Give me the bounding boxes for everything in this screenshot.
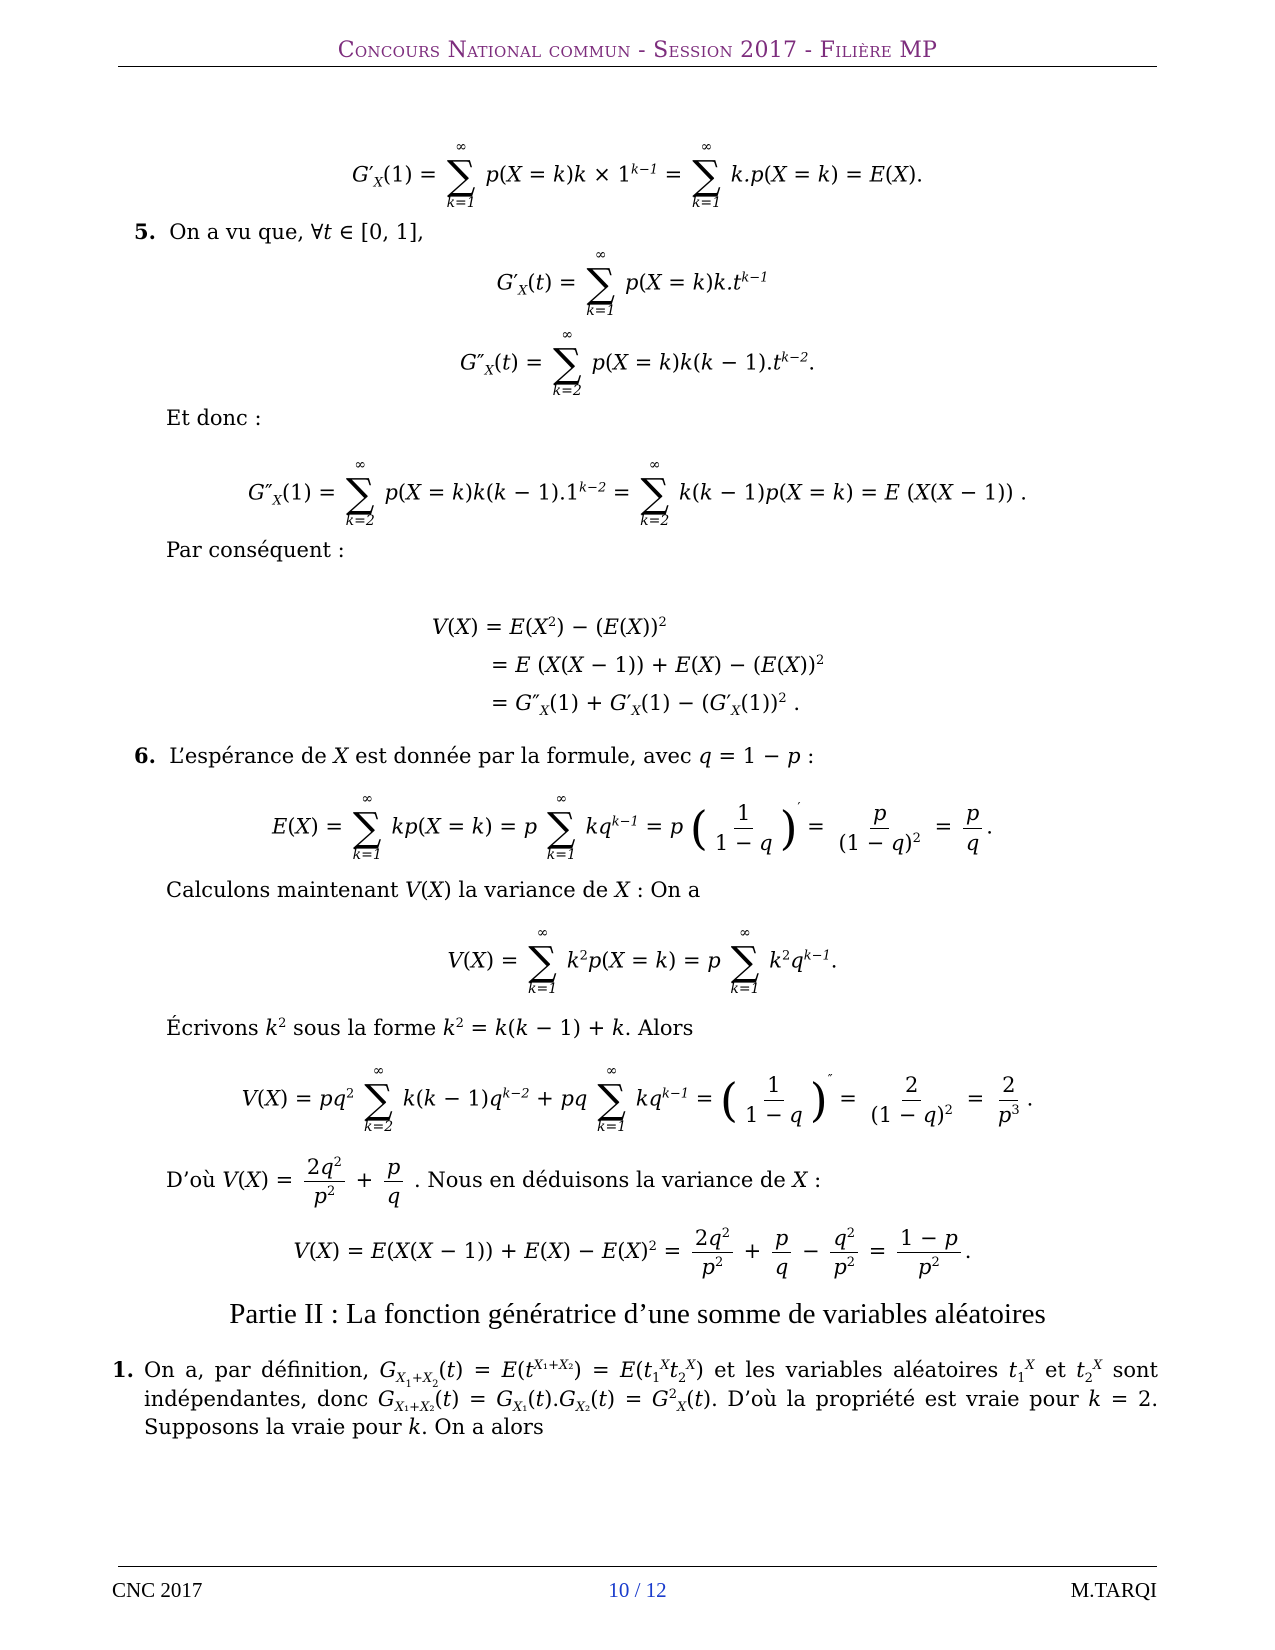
page-number[interactable]: 10 / 12	[608, 1578, 667, 1602]
equation-variance-expanded: $V(X) = pq^2$ ∞ ∑ k=2 $k(k - 1)q^{k-2}$ + pq ∞ ∑ k=1 $kq^{k-1}$ = ( $\frac{1}{1 - q}$ )″ = $\frac{2}{(1 - q)^2}$ = $\frac{2}{p^3}$ .	[241, 1063, 1034, 1135]
equation-expectation: E(X) = ∞ ∑ k=1 kp(X = k) = p ∞ ∑ k=1 $kq^{k-1} = p$ ( $\frac{1}{1 - q}$ )′ = $\frac{p}{(1 - q)^2}$ = $\frac{p}{q}$ .	[272, 791, 993, 863]
question-6: 6. L’espérance de X est donnée par la formule, avec q = 1 − p :	[134, 743, 815, 768]
footer-left: CNC 2017	[112, 1578, 203, 1602]
equation-variance-final: $V(X) = E(X(X - 1)) + E(X) - E(X)^2$ = $\frac{2q^2}{p^2}$ + $\frac{p}{q}$ − $\frac{q^2}{p^2}$ = $\frac{1 - p}{p^2}$ .	[293, 1226, 972, 1280]
donc-variance: D’où V(X) = $\frac{2q^2}{p^2}$ + $\frac{p}{q}$ . Nous en déduisons la variance de X :	[166, 1154, 822, 1208]
equation-gx-second-1: $G''_X(1)$ = ∞ ∑ k=2 $p(X = k)k(k - 1).1^{k-2}$ = ∞ ∑ k=2 k(k − 1)p(X = k) = E (X(X − 1)) .	[248, 457, 1027, 529]
part2-question-number: 1.	[112, 1357, 134, 1382]
equation-gx-prime-t: $G'_X(t)$ = ∞ ∑ k=1 $p(X = k)k.t^{k-1}$	[496, 247, 769, 319]
footer-rule	[118, 1566, 1157, 1567]
equation-variance-sum: V(X) = ∞ ∑ k=1 $k^2p(X = k) = p$ ∞ ∑ k=1 $k^2q^{k-1}$.	[447, 925, 838, 997]
conclusion-et-donc: Et donc :	[166, 406, 262, 430]
header-rule	[118, 66, 1157, 67]
equation-gx-prime-1: $G'_X(1)$ = ∞ ∑ k=1 $p(X = k)k \times 1^{k-1}$ = ∞ ∑ k=1 k.p(X = k) = E(X).	[352, 139, 923, 211]
variance-intro: Calculons maintenant V(X) la variance de X : On a	[166, 878, 701, 902]
question-5: 5. On a vu que, ∀t ∈ [0, 1],	[134, 219, 424, 244]
write-k-squared: Écrivons $k^2$ sous la forme $k^2 = k(k - 1) + k$. Alors	[166, 1016, 694, 1040]
footer-right: M.TARQI	[1070, 1578, 1157, 1602]
conclusion-par-consequent: Par conséquent :	[166, 538, 345, 562]
page-header: Concours National commun - Session 2017 - Filière MP	[337, 38, 938, 63]
equation-gx-second-t: $G''_X(t)$ = ∞ ∑ k=2 $p(X = k)k(k - 1).t^{k-2}$.	[459, 327, 816, 399]
part2-question-1: On a, par définition, $G_{X_1+X_2}(t) = E(t^{X_1+X_2}) = E(t_1^Xt_2^X)$ et les variables aléatoires $t_1^X$ et $t_2^X$ sont indépendantes, donc $G_{X_1+X_2}(t) = G_{X_1}(t).G_{X_2}(t) = G^2_X(t)$. D’où la propriété est vraie pour k = 2. Supposons la vraie pour k. On a alors	[144, 1358, 1158, 1439]
variance-derivation: $V(X) = E(X^2) - (E(X))^2$ = E $(X(X - 1)) + E(X) - (E(X))^2$ = $G''_X(1) + G'_X(1) - (G'_X(1))^2$ .	[432, 615, 825, 719]
section-title-part-2: Partie II : La fonction génératrice d’une somme de variables aléatoires	[229, 1298, 1046, 1330]
